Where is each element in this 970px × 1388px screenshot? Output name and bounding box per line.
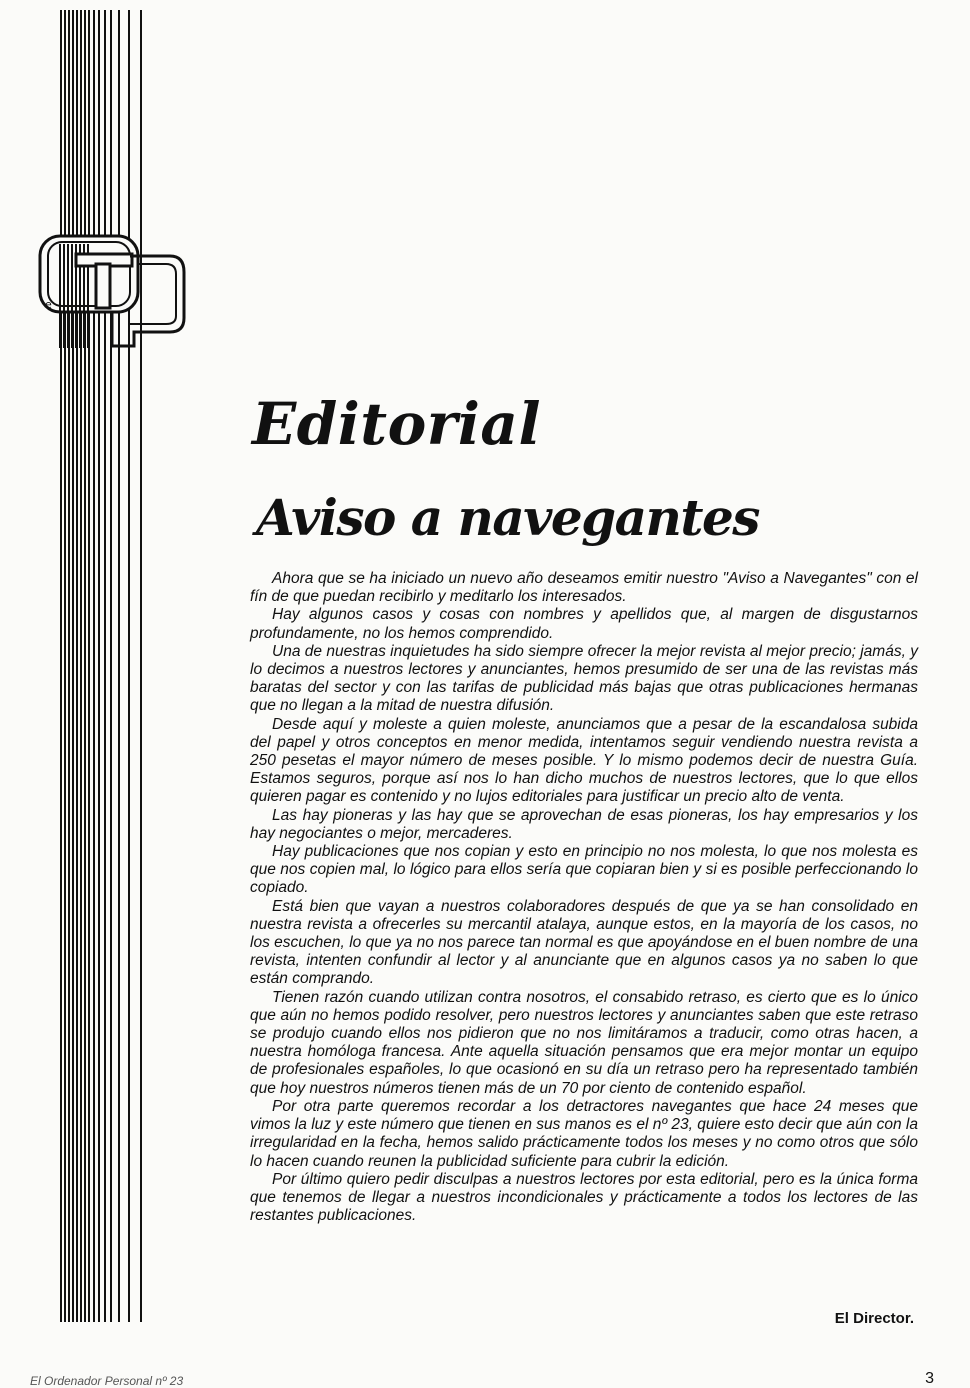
paragraph: Desde aquí y moleste a quien moleste, anunciamos que a pesar de la escandalosa subida del papel y otros conceptos en menor medida, intentamos seguir vendiendo nuestra revista a 250 pesetas el mayor número de meses posible. Y lo mismo podemos decir de nuestra Guía. Estamos seguros, porque así nos lo han dicho muchos de nuestros lectores, que lo que ellos quieren pagar es contenido y no lujos editoriales para justificar un precio alto de venta.	[250, 715, 918, 806]
paragraph: Tienen razón cuando utilizan contra nosotros, el consabido retraso, es cierto que es lo único que aún no hemos podido resolver, pero nuestros lectores y anunciantes saben que este retraso se produjo cuando ellos nos pidieron que no nos limitáramos a traducir, como otras hacen, a nuestra homóloga francesa. Ante aquella situación pensamos que era mejor montar un equipo de profesionales españoles, lo que ocasionó en su día un retraso pero ha representado también que hoy nuestros números tienen más de un 70 por ciento de contenido español.	[250, 988, 918, 1097]
logo-small-letter: e	[45, 298, 52, 311]
stripe	[140, 10, 142, 1322]
magazine-logo	[38, 228, 188, 353]
logo-graphic	[38, 228, 188, 348]
stripe	[84, 10, 86, 1322]
paragraph: Ahora que se ha iniciado un nuevo año deseamos emitir nuestro "Aviso a Navegantes" con el fín de que puedan recibirlo y meditarlo los interesados.	[250, 570, 918, 606]
page-number: 3	[925, 1370, 934, 1387]
paragraph: Las hay pioneras y las hay que se aprovechan de esas pioneras, los hay empresarios y los hay negociantes o mejor, mercaderes.	[250, 806, 918, 842]
stripe	[110, 10, 112, 1322]
paragraph: Por último quiero pedir disculpas a nuestros lectores por esta editorial, pero es la única forma que tenemos de llegar a nuestros incondicionales y prácticamente a todos los lectores de las restantes publicaciones.	[250, 1170, 918, 1225]
stripe	[72, 10, 74, 1322]
paragraph: Por otra parte queremos recordar a los detractores navegantes que hace 24 meses que vimos la luz y este número que tienen en sus manos es el nº 23, quiere esto decir que aún con la irregularidad en la fecha, hemos salido prácticamente todos los meses y no como otros que sólo lo hacen cuando reunen la publicidad suficiente para cubrir la edición.	[250, 1097, 918, 1170]
stripe	[64, 10, 66, 1322]
stripe	[68, 10, 70, 1322]
decorative-stripes	[0, 0, 150, 1384]
stripe	[128, 10, 130, 1322]
article-body	[250, 570, 918, 1225]
author-signature: El Director.	[834, 1310, 914, 1327]
footer-publication: El Ordenador Personal nº 23	[30, 1374, 184, 1388]
stripe	[98, 10, 100, 1322]
paragraph: Hay algunos casos y cosas con nombres y apellidos que, al margen de disgustarnos profundamente, no los hemos comprendido.	[250, 606, 918, 642]
article-subtitle: Aviso a navegantes	[256, 488, 759, 547]
stripe	[60, 10, 62, 1322]
stripe	[76, 10, 78, 1322]
paragraph: Una de nuestras inquietudes ha sido siempre ofrecer la mejor revista al mejor precio; jamás, y lo decimos a nuestros lectores y anunciantes, hemos presumido de ser una de las revistas más baratas del sector y con las tarifas de publicidad más bajas que otras publicaciones hermanas que no llegan a la mitad de nuestra difusión.	[250, 642, 918, 715]
stripe	[104, 10, 106, 1322]
stripe	[80, 10, 82, 1322]
stripe	[88, 10, 90, 1322]
paragraph: Hay publicaciones que nos copian y esto en principio no nos molesta, lo que nos molesta es que nos copien mal, lo lógico para ellos sería que copiaran bien y si es posible perfeccionando lo copiado.	[250, 843, 918, 897]
paragraph: Está bien que vayan a nuestros colaboradores después de que ya se han consolidado en nuestra revista a ofrecerles su mercantil atalaya, aunque estos, en la mayoría de los casos, no los escuchen, lo que ya no nos parece tan normal es que apoyándose en el buen nombre de una revista, intenten confundir al lector y al anunciante que en algunos casos ya no saben lo que están comprando.	[250, 897, 918, 988]
stripe	[93, 10, 95, 1322]
stripe	[118, 10, 120, 1322]
page-title: Editorial	[252, 390, 541, 458]
